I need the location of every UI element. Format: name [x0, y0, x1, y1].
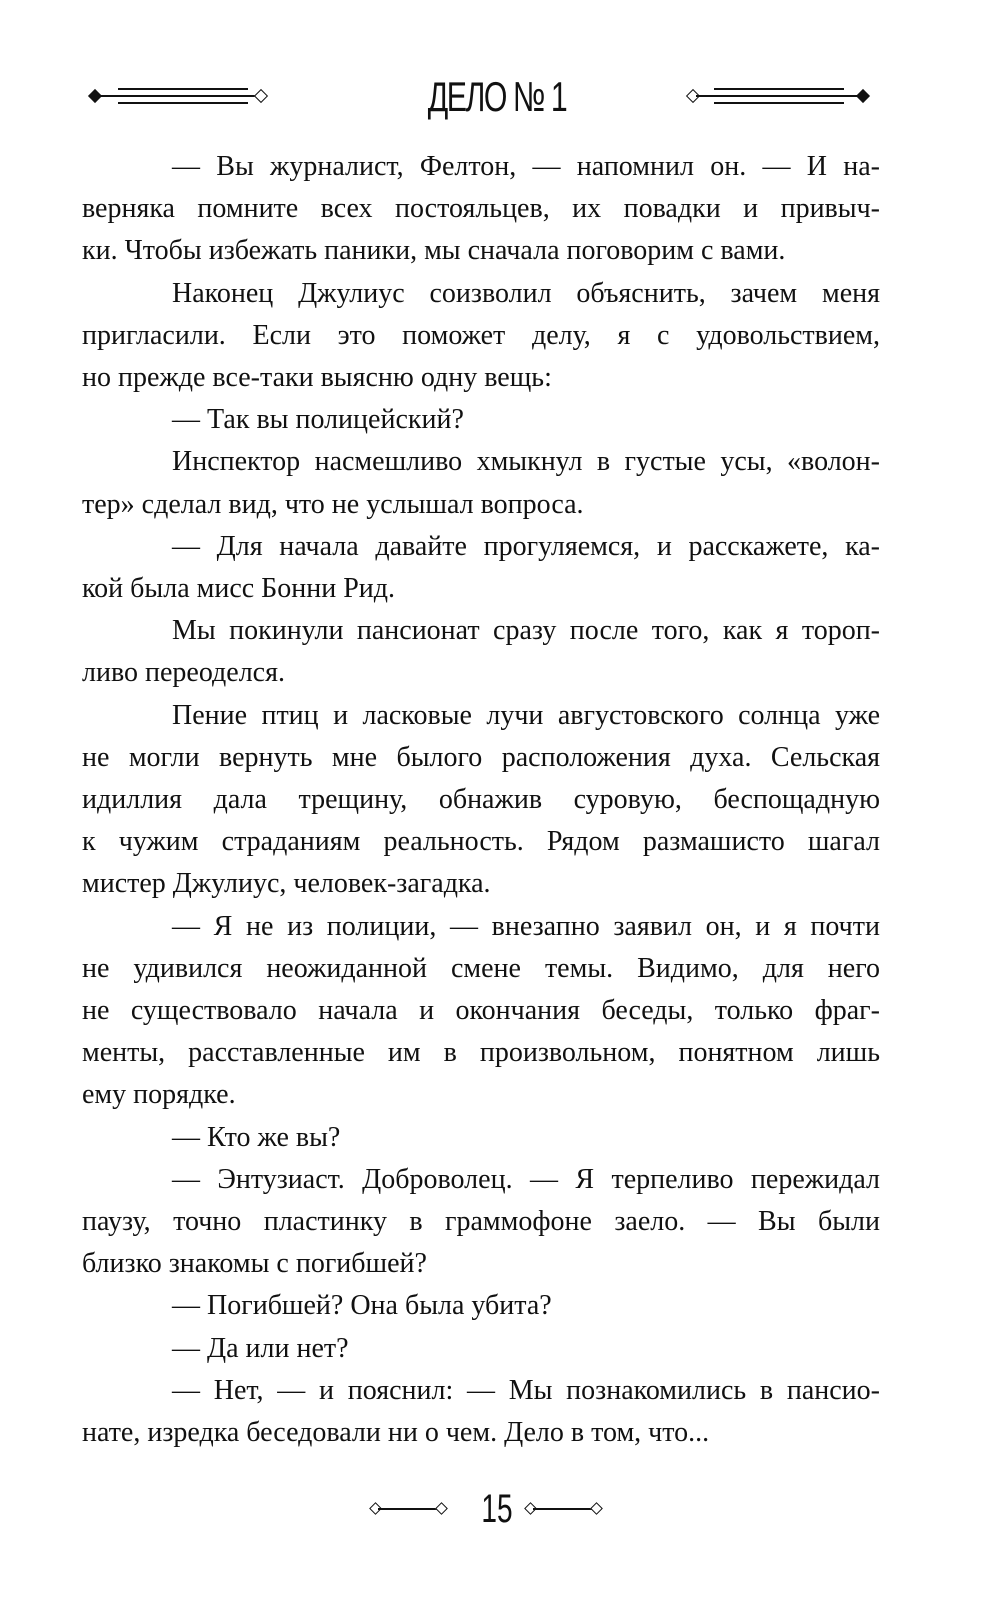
text-line: не могли вернуть мне былого расположения духа. Сельская [82, 741, 880, 773]
page-number: 15 [481, 1487, 513, 1531]
text-line: — Энтузиаст. Доброволец. — Я терпеливо пережидал [172, 1163, 880, 1195]
paragraph [82, 610, 880, 694]
text-line: — Для начала давайте прогуляемся, и расскажете, ка- [172, 530, 880, 562]
text-line: к чужим страданиям реальность. Рядом размашисто шагал [82, 826, 880, 858]
text-line: Пение птиц и ласковые лучи августовского солнца уже [172, 699, 880, 731]
text-line: но прежде все-таки выясню одну вещь: [82, 362, 552, 394]
text-line: Наконец Джулиус соизволил объяснить, зачем меня [172, 277, 880, 309]
page-footer [0, 1484, 994, 1534]
paragraph [82, 1159, 880, 1286]
text-line: Инспектор насмешливо хмыкнул в густые усы, «волон- [172, 446, 880, 478]
text-line: идиллия дала трещину, обнажив суровую, беспощадную [82, 784, 880, 816]
chapter-title: ДЕЛО № 1 [427, 73, 567, 120]
text-line: не удивился неожиданной смене темы. Видимо, для него [82, 952, 880, 984]
paragraph [82, 906, 880, 1117]
text-line: — Да или нет? [172, 1332, 349, 1364]
paragraph [82, 441, 880, 525]
text-line: паузу, точно пластинку в граммофоне заело. — Вы были [82, 1206, 880, 1238]
right-ornament [686, 82, 866, 112]
footer-ornament-right-line [533, 1508, 593, 1510]
text-line: — Нет, — и пояснил: — Мы познакомились в пансио- [172, 1374, 880, 1406]
text-line: ки. Чтобы избежать паники, мы сначала поговорим с вами. [82, 235, 786, 267]
text-line: — Вы журналист, Фелтон, — напомнил он. — И на- [172, 151, 880, 182]
paragraph [82, 399, 880, 441]
text-line: верняка помните всех постояльцев, их повадки и привыч- [82, 193, 880, 225]
body-text [82, 146, 880, 1454]
text-line: — Я не из полиции, — внезапно заявил он, и я почти [172, 910, 880, 942]
text-line: Мы покинули пансионат сразу после того, как я тороп- [172, 615, 880, 647]
paragraph [82, 1328, 880, 1370]
text-line: мистер Джулиус, человек-загадка. [82, 868, 491, 900]
text-line: менты, расставленные им в произвольном, понятном лишь [82, 1037, 880, 1069]
text-line: — Погибшей? Она была убита? [172, 1290, 552, 1322]
paragraph [82, 695, 880, 906]
text-line: — Кто же вы? [172, 1121, 341, 1153]
text-line: ему порядке. [82, 1079, 236, 1111]
text-line: нате, изредка беседовали ни о чем. Дело в том, что... [82, 1417, 710, 1449]
paragraph [82, 1285, 880, 1327]
text-line: не существовало начала и окончания беседы, только фраг- [82, 995, 880, 1027]
text-line: пригласили. Если это поможет делу, я с удовольствием, [82, 319, 880, 351]
paragraph [82, 146, 880, 273]
text-line: близко знакомы с погибшей? [82, 1248, 427, 1280]
paragraph [82, 1370, 880, 1454]
paragraph [82, 1117, 880, 1159]
text-line: — Так вы полицейский? [172, 404, 464, 436]
text-line: кой была мисс Бонни Рид. [82, 573, 396, 605]
paragraph [82, 273, 880, 400]
paragraph [82, 526, 880, 610]
text-line: ливо переоделся. [82, 657, 285, 689]
running-header [0, 72, 994, 122]
text-line: тер» сделал вид, что не услышал вопроса. [82, 488, 584, 520]
